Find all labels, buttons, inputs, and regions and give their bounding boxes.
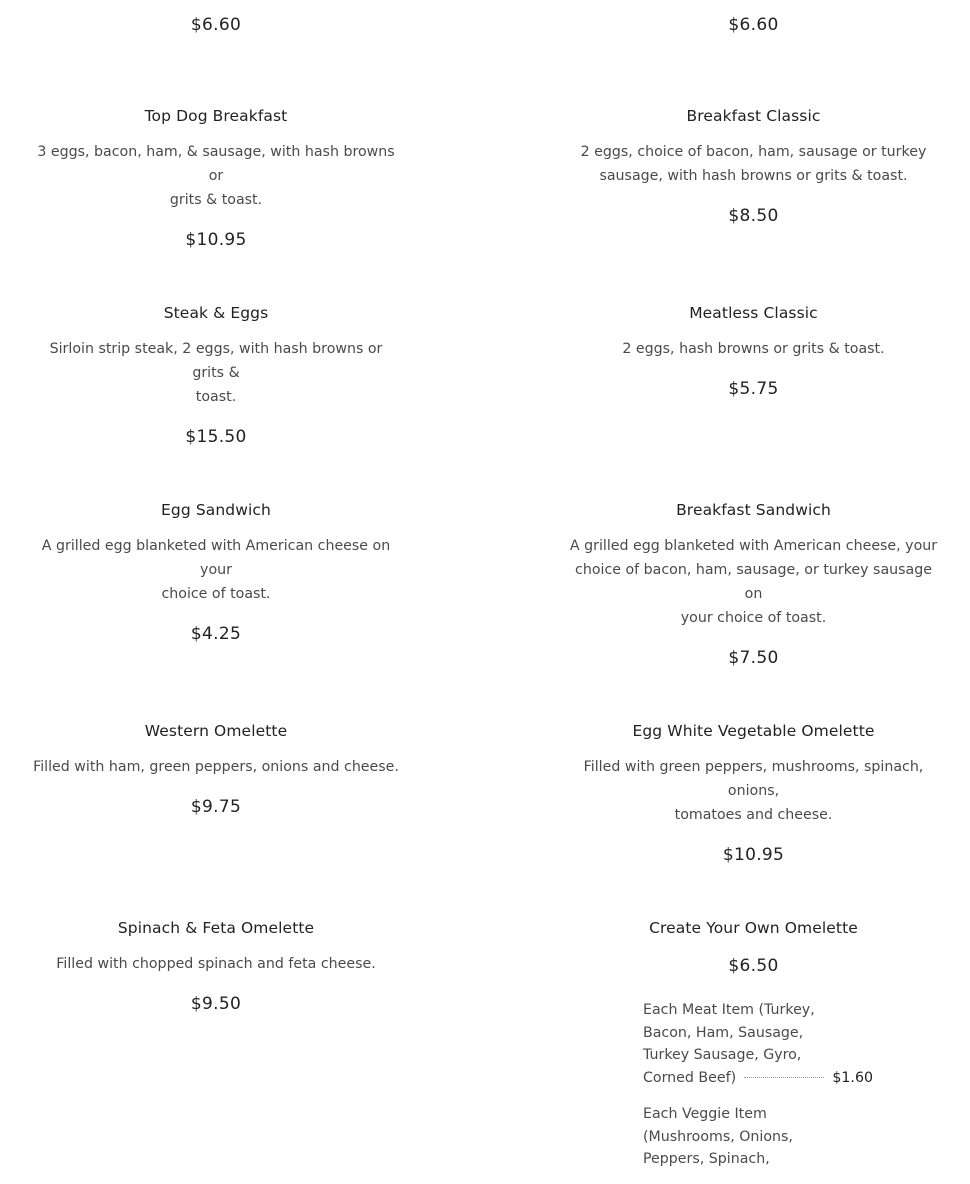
item-name: Breakfast Classic (686, 107, 821, 125)
item-description (566, 337, 941, 361)
item-name: Spinach & Feta Omelette (117, 919, 315, 937)
menu-item (32, 15, 400, 35)
item-price: $9.50 (190, 994, 242, 1014)
item-description (32, 337, 400, 409)
item-description-line: 2 eggs, choice of bacon, ham, sausage or turkey (580, 144, 927, 160)
addon-price: $1.60 (832, 1070, 873, 1087)
item-description (32, 755, 400, 779)
item-price: $6.50 (728, 956, 779, 976)
item-description-line: choice of bacon, ham, sausage, or turkey sausage on (575, 562, 932, 602)
dot-leader (744, 1077, 824, 1078)
menu-item (32, 106, 400, 250)
item-description-line: 2 eggs, hash browns or grits & toast. (622, 341, 885, 357)
item-description (32, 140, 400, 212)
addon-item-meat (643, 999, 873, 1090)
item-price: $8.50 (728, 206, 779, 226)
item-name: Meatless Classic (689, 304, 818, 322)
menu-item (566, 15, 941, 35)
omelette-addons (643, 999, 873, 1184)
item-description-line: Sirloin strip steak, 2 eggs, with hash browns or grits & (49, 341, 383, 381)
item-description-line: sausage, with hash browns or grits & toast. (599, 168, 908, 184)
item-price: $10.95 (722, 845, 785, 865)
addon-label-line: Each Meat Item (Turkey, (643, 1002, 815, 1018)
item-description (32, 952, 400, 976)
item-description-line: tomatoes and cheese. (674, 807, 833, 823)
menu-item (566, 721, 941, 865)
item-price: $7.50 (728, 648, 779, 668)
item-name: Breakfast Sandwich (676, 501, 831, 519)
item-description-line: grits & toast. (169, 192, 263, 208)
menu-item (32, 721, 400, 817)
item-name: Egg Sandwich (161, 501, 271, 519)
menu-item (566, 106, 941, 226)
addon-last-line (643, 1067, 873, 1090)
item-description-line: A grilled egg blanketed with American cheese on your (41, 538, 391, 578)
addon-label-line: Bacon, Ham, Sausage, (643, 1024, 804, 1041)
menu-item (32, 500, 400, 644)
menu-item (32, 918, 400, 1014)
item-price: $4.25 (190, 624, 242, 644)
item-price: $15.50 (185, 427, 247, 447)
addon-label-line: (Mushrooms, Onions, (643, 1128, 793, 1145)
item-name: Create Your Own Omelette (649, 919, 858, 937)
addon-label-line: Peppers, Spinach, (643, 1151, 770, 1168)
item-name: Western Omelette (144, 722, 288, 740)
item-description (566, 534, 941, 630)
item-description-line: choice of toast. (161, 586, 271, 602)
item-description-line: toast. (195, 389, 237, 405)
item-price: $6.60 (190, 15, 242, 35)
item-description (32, 534, 400, 606)
item-price: $9.75 (190, 797, 242, 817)
item-name: Egg White Vegetable Omelette (632, 722, 875, 740)
item-description-line: A grilled egg blanketed with American cheese, your (569, 538, 938, 554)
item-description-line: 3 eggs, bacon, ham, & sausage, with hash browns or (37, 144, 395, 184)
menu-item (566, 918, 941, 976)
item-name: Steak & Eggs (163, 304, 269, 322)
item-description (566, 140, 941, 188)
menu-item (32, 303, 400, 447)
addon-item-veggie (643, 1103, 873, 1171)
item-description-line: your choice of toast. (680, 610, 827, 626)
item-description-line: Filled with chopped spinach and feta cheese. (56, 956, 376, 972)
menu-item (566, 303, 941, 399)
item-description-line: Filled with ham, green peppers, onions and cheese. (33, 759, 399, 775)
item-price: $6.60 (728, 15, 779, 35)
item-price: $5.75 (728, 379, 779, 399)
item-description-line: Filled with green peppers, mushrooms, spinach, onions, (583, 759, 924, 799)
addon-label-line: Turkey Sausage, Gyro, (643, 1047, 802, 1064)
item-description (566, 755, 941, 827)
menu-item (566, 500, 941, 668)
addon-label-line: Each Veggie Item (643, 1105, 767, 1122)
item-price: $10.95 (185, 230, 247, 250)
item-name: Top Dog Breakfast (144, 107, 288, 125)
addon-label-line: Corned Beef) (643, 1070, 737, 1087)
